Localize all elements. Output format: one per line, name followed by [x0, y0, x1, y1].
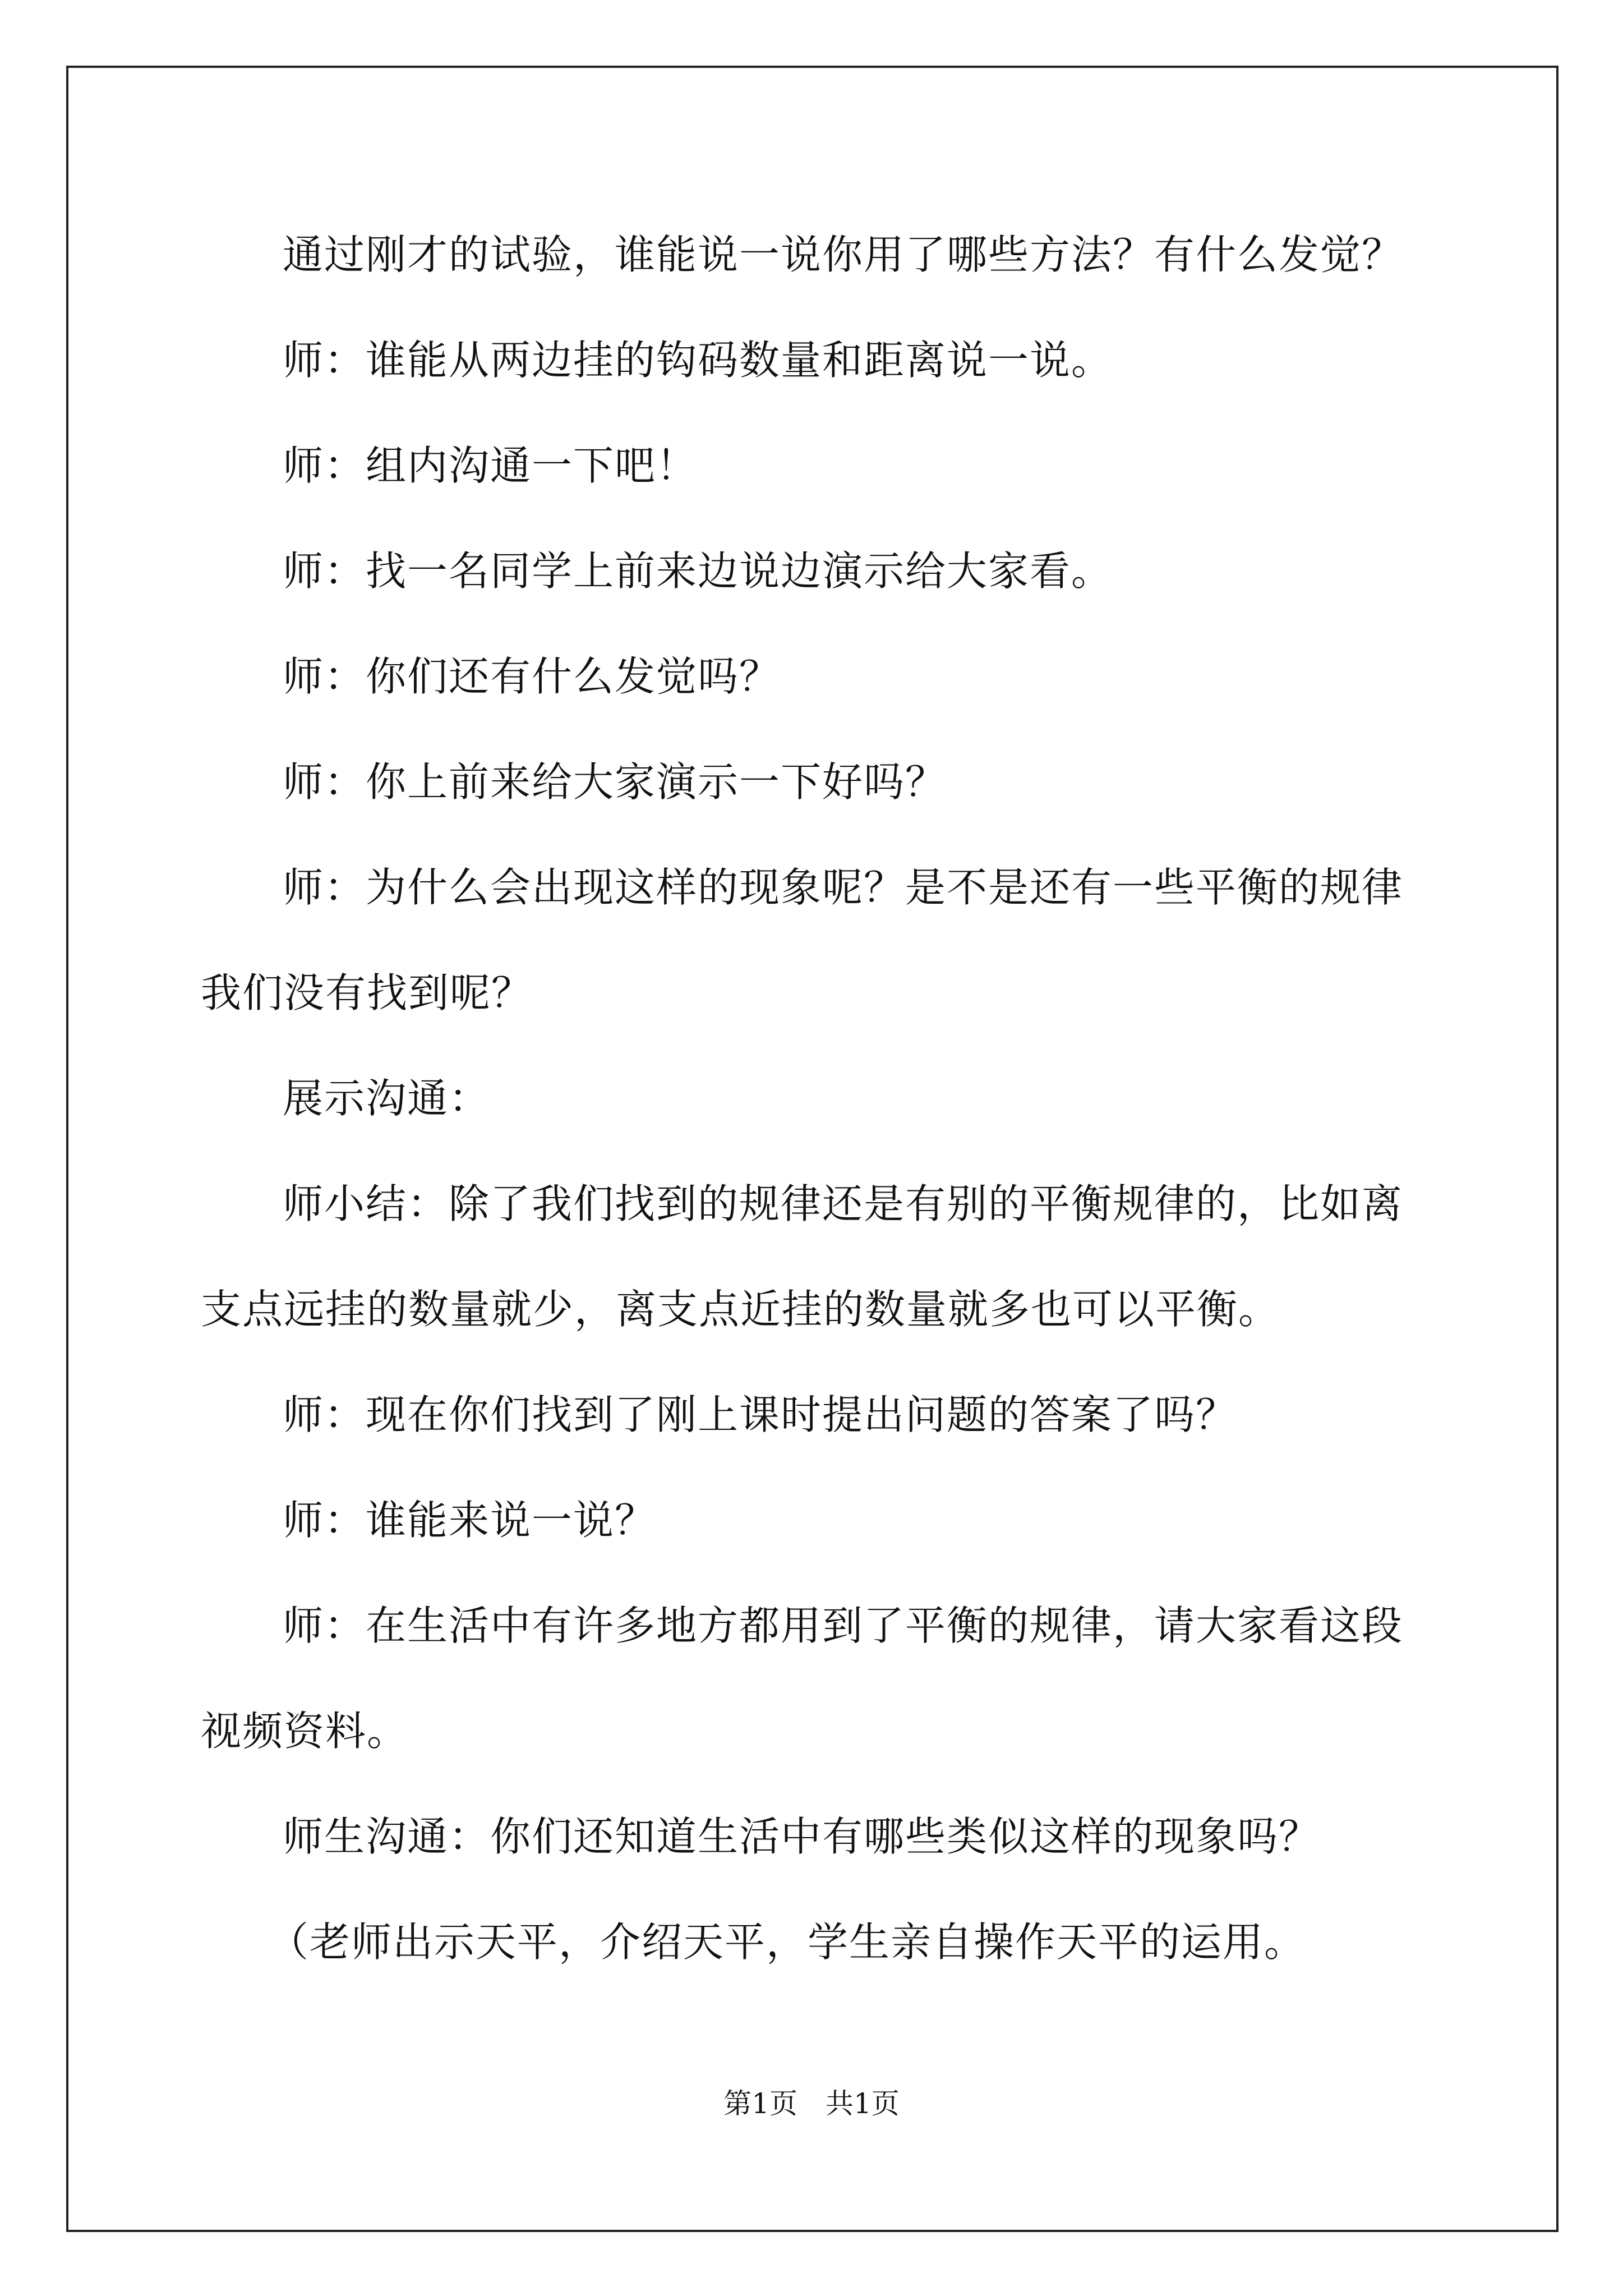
paragraph: 师：找一名同学上前来边说边演示给大家看。 [283, 547, 1113, 595]
paragraph: 师：你上前来给大家演示一下好吗？ [283, 758, 947, 806]
paragraph: 师：谁能来说一说？ [283, 1497, 657, 1544]
paragraph: 师生沟通：你们还知道生活中有哪些类似这样的现象吗？ [283, 1813, 1321, 1860]
page-number: 第1页 共1页 [723, 2087, 900, 2120]
paragraph: 师：现在你们找到了刚上课时提出问题的答案了吗？ [283, 1391, 1238, 1438]
paragraph: （老师出示天平，介绍天平，学生亲自操作天平的运用。 [268, 1918, 1306, 1966]
paragraph: 师：为什么会出现这样的现象呢？是不是还有一些平衡的规律我们没有找到呢？ [201, 864, 1404, 1016]
paragraph: 师小结：除了我们找到的规律还是有别的平衡规律的，比如离支点远挂的数量就少，离支点近挂的数量就多也可以平衡。 [201, 1180, 1404, 1333]
paragraph: 师：你们还有什么发觉吗？ [283, 653, 781, 700]
paragraph: 师：谁能从两边挂的钩码数量和距离说一说。 [283, 337, 1113, 384]
document-body [201, 202, 1429, 1995]
paragraph: 展示沟通： [283, 1075, 491, 1122]
paragraph: 通过刚才的试验，谁能说一说你用了哪些方法？有什么发觉？ [283, 231, 1404, 278]
paragraph: 师：在生活中有许多地方都用到了平衡的规律，请大家看这段视频资料。 [201, 1602, 1404, 1755]
paragraph: 师：组内沟通一下吧！ [283, 442, 698, 489]
